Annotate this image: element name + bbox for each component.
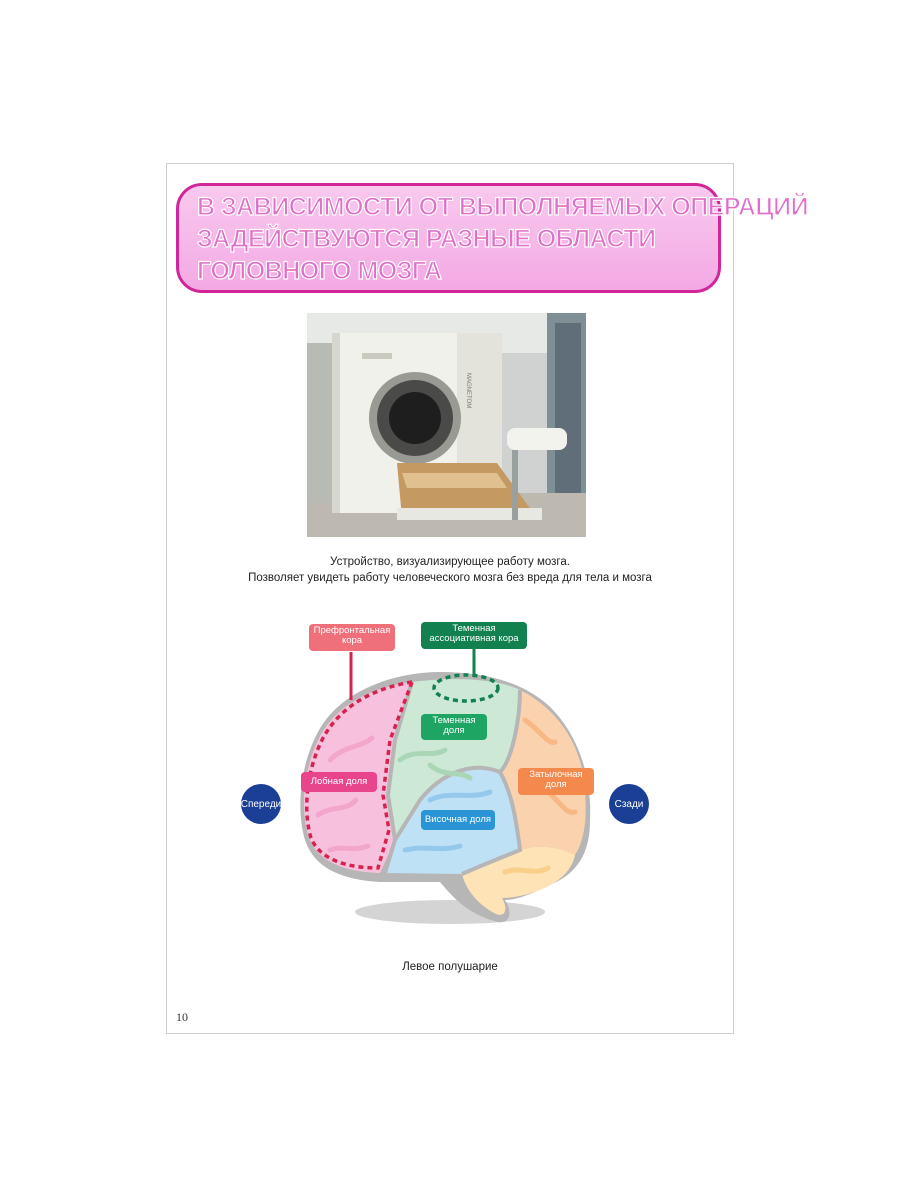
title-line-3: ГОЛОВНОГО МОЗГА [197, 257, 442, 285]
caption-line-1: Устройство, визуализирующее работу мозга. [330, 556, 570, 568]
scanner-brand-label: MAGNETOM [465, 373, 471, 409]
label-temporal-lobe: Височная доля [421, 810, 495, 830]
label-prefrontal-line-1: Префронтальная [313, 625, 391, 636]
title-line-2: ЗАДЕЙСТВУЮТСЯ РАЗНЫЕ ОБЛАСТИ [197, 225, 656, 253]
label-parietal-lobe [421, 714, 487, 740]
label-prefrontal-line-2: кора [341, 635, 363, 646]
label-parietal-assoc-line-1: Теменная [452, 623, 496, 634]
direction-back-badge: Сзади [609, 784, 649, 824]
label-occipital-line-2: доля [545, 779, 567, 790]
hemisphere-caption: Левое полушарие [402, 961, 498, 973]
direction-front-badge: Спереди [241, 784, 281, 824]
title-line-1: В ЗАВИСИМОСТИ ОТ ВЫПОЛНЯЕМЫХ ОПЕРАЦИЙ [197, 193, 809, 221]
label-parietal-association [421, 622, 527, 649]
label-frontal-lobe: Лобная доля [301, 772, 377, 792]
label-parietal-line-1: Теменная [432, 715, 476, 726]
label-prefrontal-cortex [309, 624, 395, 651]
label-occipital-lobe [518, 768, 594, 795]
label-parietal-assoc-line-2: ассоциативная кора [429, 633, 519, 644]
brain-shadow [355, 900, 545, 924]
label-occipital-line-1: Затылочная [529, 769, 583, 780]
caption-line-2: Позволяет увидеть работу человеческого мозга без вреда для тела и мозга [248, 572, 652, 584]
page-number: 10 [176, 1010, 188, 1024]
label-parietal-line-2: доля [443, 725, 465, 736]
